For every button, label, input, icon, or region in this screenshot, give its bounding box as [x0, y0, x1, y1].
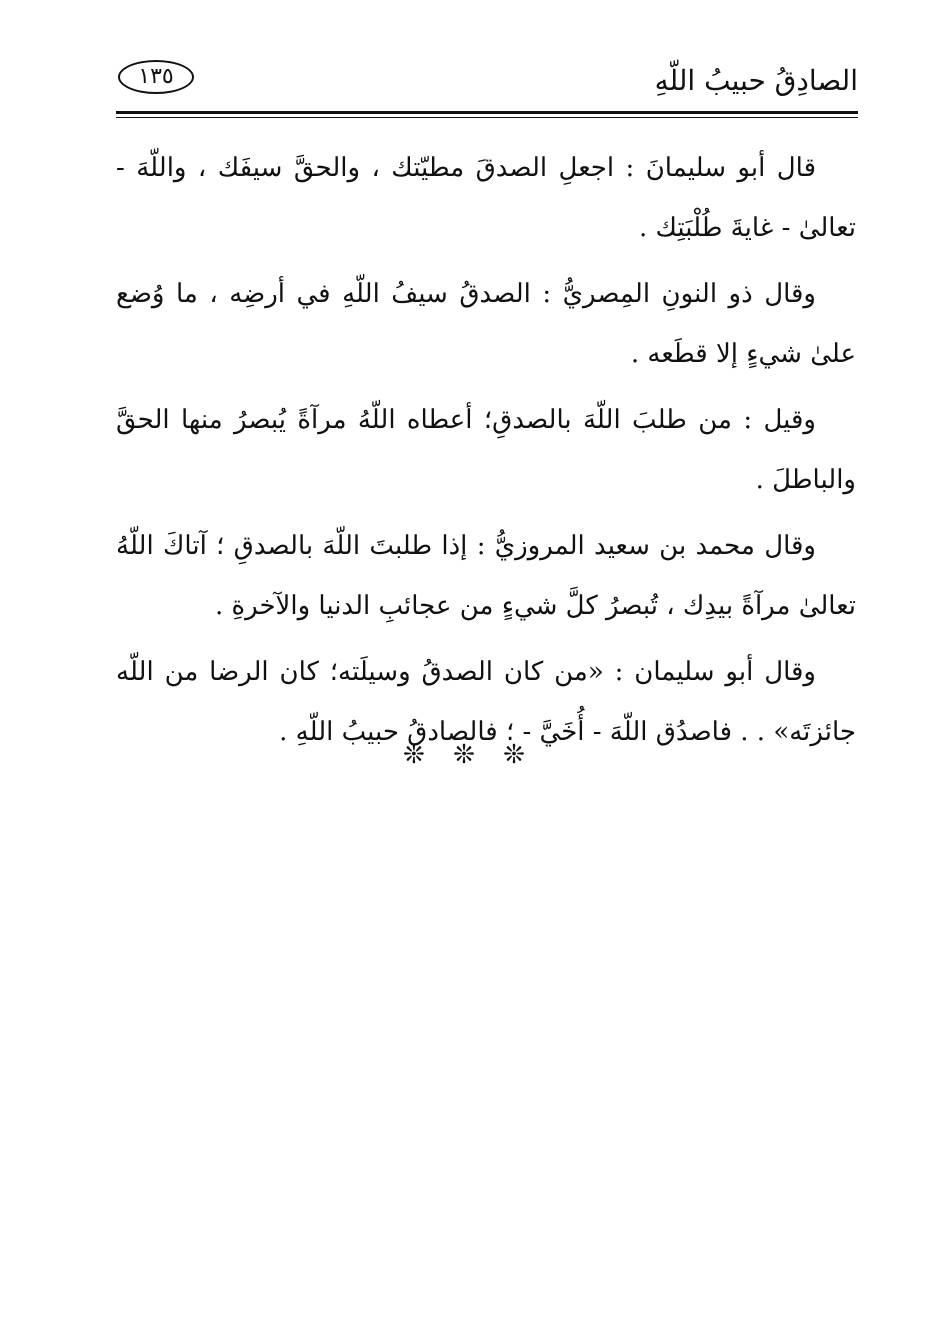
- header-rule-thin: [116, 117, 858, 118]
- page-body: [116, 138, 856, 768]
- page-number: ١٣٥: [138, 64, 174, 89]
- section-ornament: ❊ ❊ ❊: [403, 740, 535, 770]
- page-header: [116, 58, 858, 108]
- running-title: الصادِقُ حبيبُ اللّهِ: [654, 64, 858, 97]
- paragraph-dhu-al-nun: وقال ذو النونِ المِصريُّ : الصدقُ سيفُ اللّهِ في أرضِه ، ما وُضع علىٰ شيءٍ إلا قطَعه .: [116, 279, 856, 369]
- paragraph-al-marwazi: وقال محمد بن سعيد المروزيُّ : إذا طلبتَ اللّهَ بالصدقِ ؛ آتاكَ اللّهُ تعالىٰ مرآةً بيدِك ، تُبصرُ كلَّ شيءٍ من عجائبِ الدنيا والآخرةِ .: [116, 531, 856, 621]
- paragraph-qila: وقيل : من طلبَ اللّهَ بالصدقِ؛ أعطاه اللّهُ مرآةً يُبصرُ منها الحقَّ والباطلَ .: [116, 405, 856, 495]
- paragraph-abu-sulayman-1: قال أبو سليمانَ : اجعلِ الصدقَ مطيّتك ، والحقَّ سيفَك ، واللّهَ - تعالىٰ - غايةَ طُلْبَتِك .: [116, 153, 856, 243]
- header-rule-thick: [116, 111, 858, 114]
- page-number-badge: [118, 60, 194, 94]
- paragraph-abu-sulayman-2: وقال أبو سليمان : «من كان الصدقُ وسيلَته؛ كان الرضا من اللّه جائزتَه» . . فاصدُق اللّهَ - أُخَيَّ - ؛ فالصادقُ حبيبُ اللّهِ .: [116, 657, 856, 747]
